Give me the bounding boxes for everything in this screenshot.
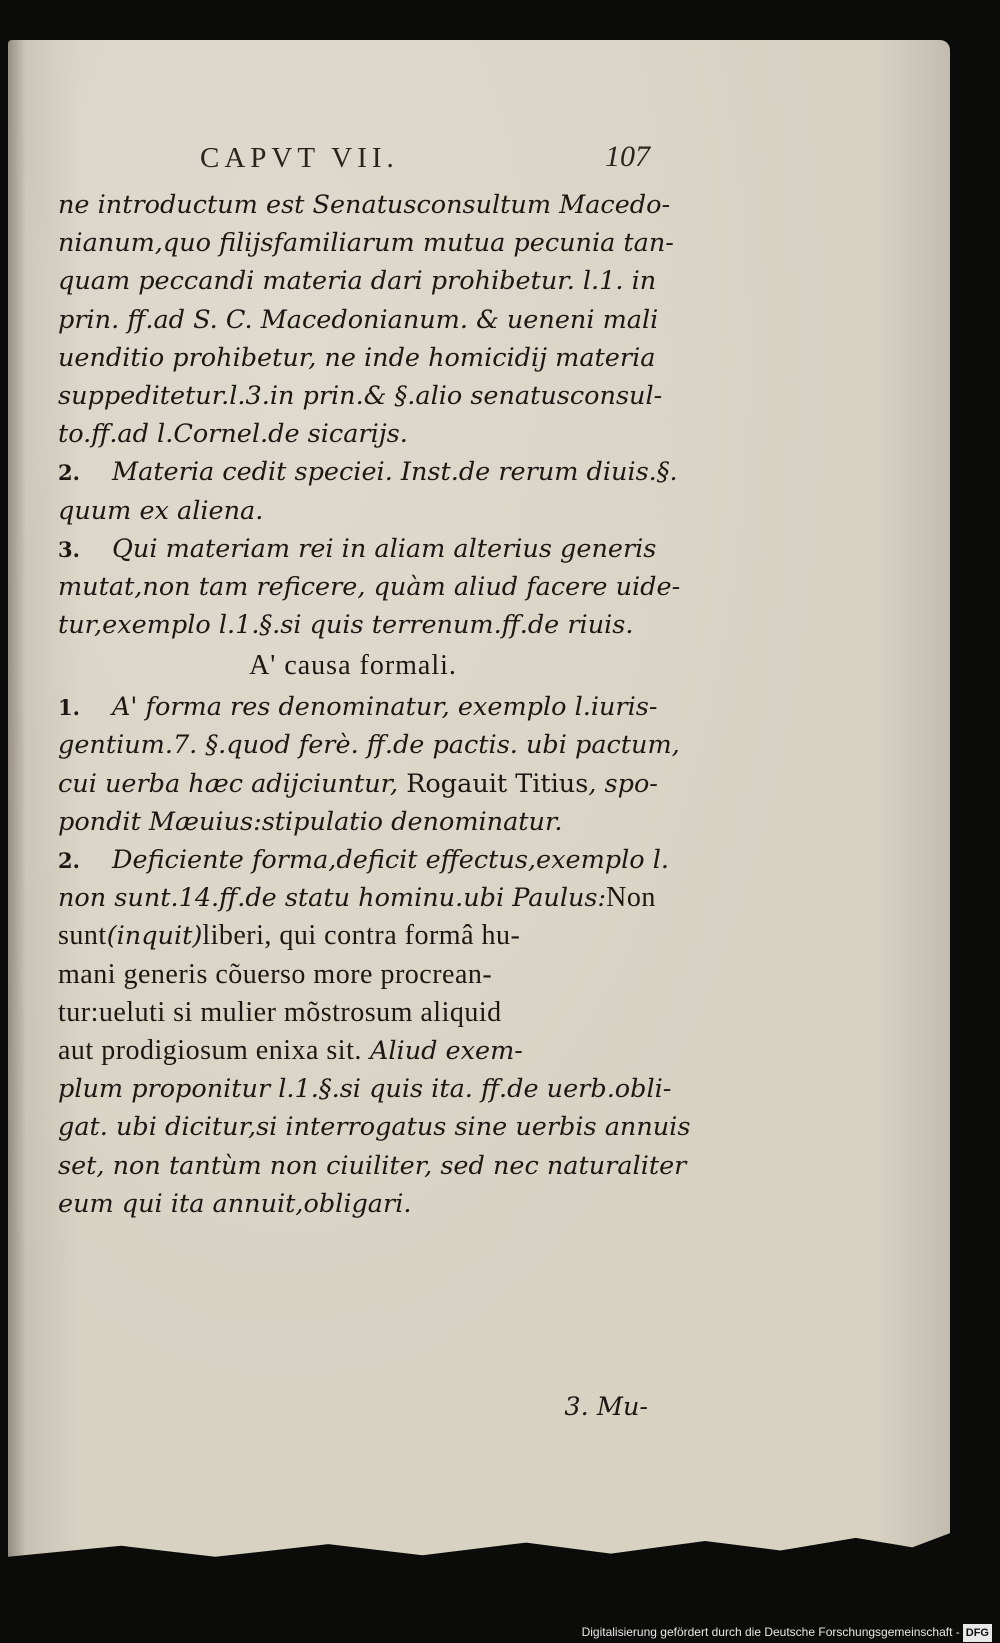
text-line: pondit Mæuius:stipulatio denominatur. — [58, 806, 563, 837]
paragraph-number: 3. — [58, 536, 80, 562]
text-fragment-roman: Rogauit Titius — [406, 768, 589, 799]
page-text — [58, 140, 691, 1422]
text-line: Deficiente forma,deficit effectus,exemplo l. — [112, 845, 669, 875]
numbered-paragraph — [58, 688, 658, 726]
dfg-logo: DFG — [963, 1624, 992, 1642]
page-number: 107 — [605, 140, 650, 173]
text-line: A' forma res denominatur, exemplo l.iuris- — [112, 692, 658, 723]
running-head — [58, 140, 648, 186]
text-line: set, non tantùm non ciuiliter, sed nec naturaliter — [58, 1150, 687, 1181]
page-spine-shadow — [8, 40, 26, 1620]
numbered-paragraph — [58, 841, 669, 879]
text-line: to.ff.ad l.Cornel.de sicarijs. — [58, 419, 408, 450]
credit-text: Digitalisierung gefördert durch die Deutsche Forschungsgemeinschaft - — [581, 1625, 960, 1639]
text-fragment: cui uerba hæc adijciuntur, — [58, 768, 407, 799]
text-line: mani generis cõuerso more procrean- — [58, 958, 493, 990]
text-line: gentium.7. §.quod ferè. ff.de pactis. ubi pactum, — [58, 730, 680, 761]
text-fragment-roman: aut prodigiosum enixa sit. — [58, 1034, 362, 1066]
text-fragment-roman: sunt — [58, 920, 107, 952]
text-line — [58, 917, 648, 955]
text-line: tur:ueluti si mulier mõstrosum aliquid — [58, 996, 502, 1028]
text-line: plum proponitur l.1.§.si quis ita. ff.de uerb.obli- — [58, 1074, 672, 1105]
digitization-credit — [582, 1623, 992, 1641]
text-line: prin. ff.ad S. C. Macedonianum. & ueneni mali — [58, 304, 659, 335]
numbered-paragraph — [58, 453, 678, 491]
text-fragment: Aliud exem- — [361, 1035, 523, 1066]
text-line: tur,exemplo l.1.§.si quis terrenum.ff.de riuis. — [58, 610, 634, 641]
text-line: Qui materiam rei in aliam alterius generis — [112, 533, 657, 564]
text-line: quum ex aliena. — [58, 495, 264, 526]
running-title: CAPVT VII. — [200, 142, 399, 174]
text-line: mutat,non tam reficere, quàm aliud facere uide- — [58, 571, 681, 602]
text-line: eum qui ita annuit,obligari. — [58, 1188, 412, 1219]
text-line: uenditio prohibetur, ne inde homicidij materia — [58, 342, 656, 373]
text-fragment-roman: liberi, qui contra formâ hu- — [202, 920, 521, 952]
section-heading: A' causa formali. — [249, 650, 457, 682]
text-line: quam peccandi materia dari prohibetur. l.1. in — [58, 266, 657, 297]
catchword: 3. Mu- — [564, 1392, 648, 1422]
text-line — [58, 879, 656, 917]
text-line: Materia cedit speciei. Inst.de rerum diuis.§. — [112, 457, 678, 488]
paragraph-number: 2. — [58, 460, 80, 486]
text-fragment: , spo- — [588, 768, 658, 799]
text-line: suppeditetur.l.3.in prin.& §.alio senatusconsul- — [58, 380, 663, 411]
text-line: gat. ubi dicitur,si interrogatus sine uerbis annuis — [58, 1112, 691, 1143]
text-fragment: non sunt.14.ff.de statu hominu.ubi Paulus: — [58, 883, 607, 914]
paragraph-number: 2. — [58, 848, 80, 873]
text-fragment: (inquit) — [106, 921, 203, 952]
text-fragment-roman: Non — [606, 882, 656, 914]
paragraph-number: 1. — [58, 695, 80, 721]
text-line: nianum,quo filijsfamiliarum mutua pecunia tan- — [58, 228, 674, 259]
text-line — [58, 1032, 648, 1070]
text-line: ne introductum est Senatusconsultum Macedo- — [58, 190, 671, 220]
text-line — [58, 765, 658, 803]
numbered-paragraph — [58, 530, 657, 568]
